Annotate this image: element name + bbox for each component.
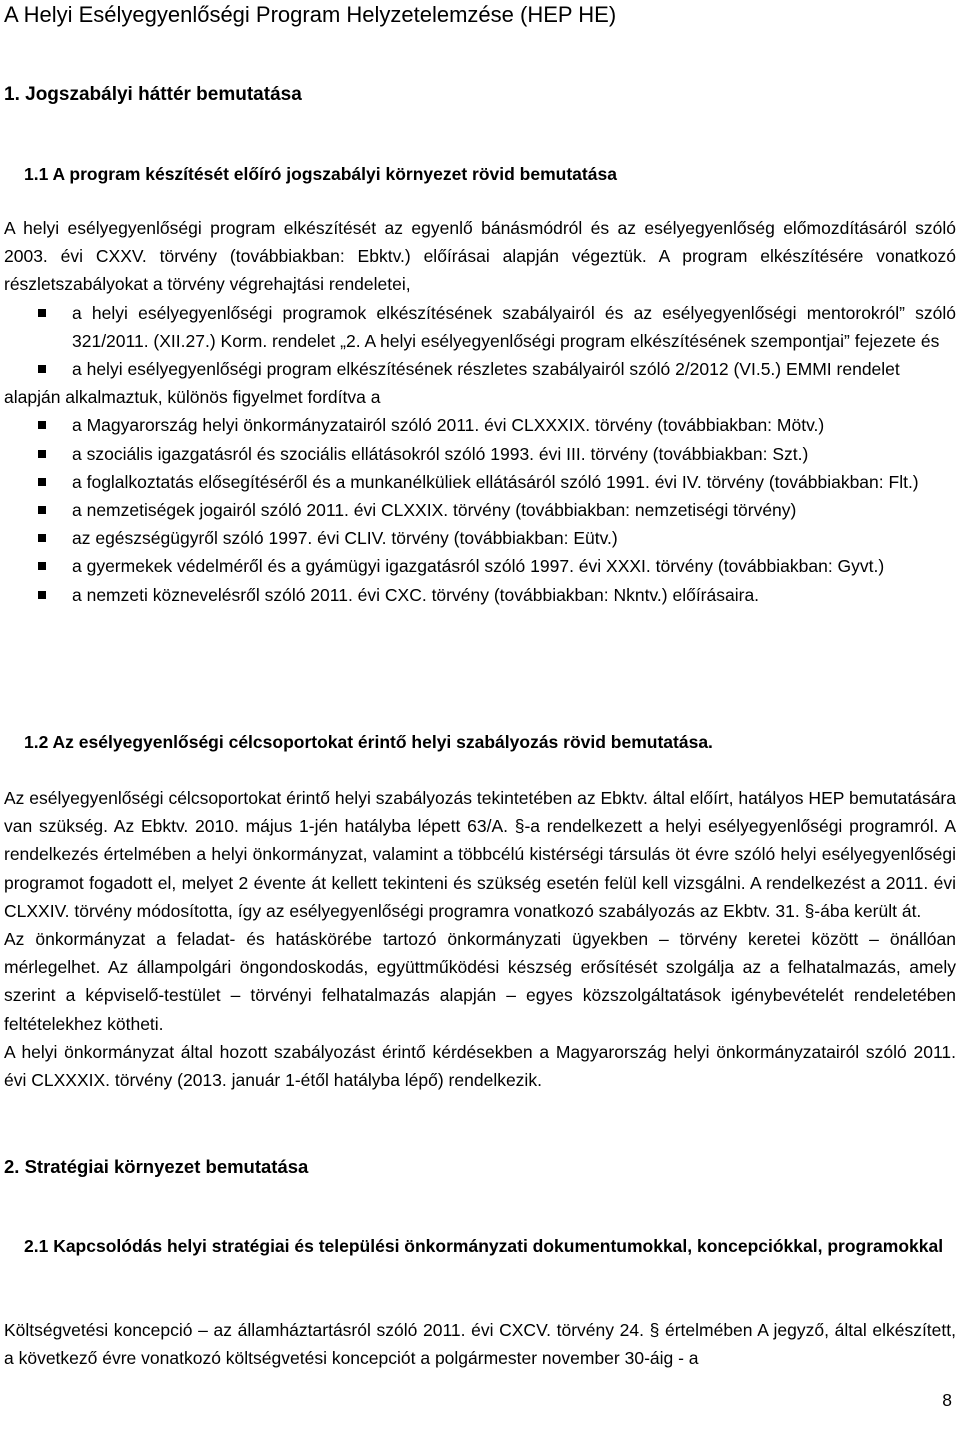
- laws-list: [4, 411, 956, 608]
- list-item: a Magyarország helyi önkormányzatairól szóló 2011. évi CLXXXIX. törvény (továbbiakban: Mötv.): [72, 411, 956, 439]
- section-1-1-body: [4, 214, 956, 609]
- list-item: a gyermekek védelméről és a gyámügyi igazgatásról szóló 1997. évi XXXI. törvény (továbbiakban: Gyvt.): [72, 552, 956, 580]
- section-1-1-heading: 1.1 A program készítését előíró jogszabályi környezet rövid bemutatása: [24, 164, 617, 184]
- paragraph: Az önkormányzat a feladat- és hatáskörébe tartozó önkormányzati ügyekben – törvény keretei között – önállóan mérlegelhet. Az állampolgári öngondoskodás, együttműködési készség erősítését szolgálja az a felhatalmazás, amely szerint a képviselő-testület – törvényi felhatalmazás alapján – egyes közszolgáltatások igénybevételét rendeletében feltételekhez kötheti.: [4, 929, 956, 1034]
- list-item: a helyi esélyegyenlőségi programok elkészítésének szabályairól és az esélyegyenlőségi mentorokról” szóló 321/2011. (XII.27.) Korm. rendelet „2. A helyi esélyegyenlőségi program elkészítésének szempontjai” fejezete és: [72, 299, 956, 355]
- implementing-decrees-list: [4, 299, 956, 384]
- intro-paragraph: A helyi esélyegyenlőségi program elkészítését az egyenlő bánásmódról és az esélyegyenlőség előmozdításáról szóló 2003. évi CXXV. törvény (továbbiakban: Ebktv.) előírásai alapján végeztük. A program elkészítésére vonatkozó részletszabályokat a törvény végrehajtási rendeletei,: [4, 218, 956, 295]
- section-2-1-body: [4, 1316, 956, 1372]
- paragraph: Költségvetési koncepció – az államháztartásról szóló 2011. évi CXCV. törvény 24. § értelmében A jegyző, által elkészített, a következő évre vonatkozó költségvetési koncepciót a polgármester november 30-áig - a: [4, 1320, 956, 1369]
- section-2-heading: 2. Stratégiai környezet bemutatása: [4, 1156, 309, 1177]
- section-1-2-heading: 1.2 Az esélyegyenlőségi célcsoportokat érintő helyi szabályozás rövid bemutatása.: [24, 732, 713, 752]
- list-item: az egészségügyről szóló 1997. évi CLIV. törvény (továbbiakban: Eütv.): [72, 524, 956, 552]
- list-item: a foglalkoztatás elősegítéséről és a munkanélküliek ellátásáról szóló 1991. évi IV. törvény (továbbiakban: Flt.): [72, 468, 956, 496]
- page-number: 8: [942, 1390, 952, 1410]
- list-item: a nemzetiségek jogairól szóló 2011. évi CLXXIX. törvény (továbbiakban: nemzetiségi törvény): [72, 496, 956, 524]
- list-item: a helyi esélyegyenlőségi program elkészítésének részletes szabályairól szóló 2/2012 (VI.5.) EMMI rendelet: [72, 355, 956, 383]
- section-2-1-heading: 2.1 Kapcsolódás helyi stratégiai és települési önkormányzati dokumentumokkal, koncepciókkal, programokkal: [24, 1236, 944, 1256]
- section-1-heading: 1. Jogszabályi háttér bemutatása: [4, 84, 302, 105]
- document-title: A Helyi Esélyegyenlőségi Program Helyzetelemzése (HEP HE): [4, 2, 617, 27]
- list-item: a nemzeti köznevelésről szóló 2011. évi CXC. törvény (továbbiakban: Nkntv.) előírásaira.: [72, 581, 956, 609]
- section-1-2-body: [4, 784, 956, 1094]
- paragraph: Az esélyegyenlőségi célcsoportokat érintő helyi szabályozás tekintetében az Ebktv. által előírt, hatályos HEP bemutatására van szükség. Az Ebktv. 2010. május 1-jén hatályba lépett 63/A. §-a rendelkezett a helyi esélyegyenlőségi programról. A rendelkezés értelmében a helyi önkormányzat, valamint a többcélú kistérségi társulás öt évre szóló helyi esélyegyenlőségi programot fogadott el, melyet 2 évente át kellett tekinteni és szükség esetén felül kell vizsgálni. A rendelkezést a 2011. évi CLXXIV. törvény módosította, így az esélyegyenlőségi programra vonatkozó szabályozás az Ekbtv. 31. §-ába került át.: [4, 788, 956, 921]
- paragraph: A helyi önkormányzat által hozott szabályozást érintő kérdésekben a Magyarország helyi önkormányzatairól szóló 2011. évi CLXXXIX. törvény (2013. január 1-étől hatályba lépő) rendelkezik.: [4, 1041, 956, 1091]
- intro-paragraph-continued: alapján alkalmaztuk, különös figyelmet fordítva a: [4, 387, 381, 408]
- list-item: a szociális igazgatásról és szociális ellátásokról szóló 1993. évi III. törvény (továbbiakban: Szt.): [72, 440, 956, 468]
